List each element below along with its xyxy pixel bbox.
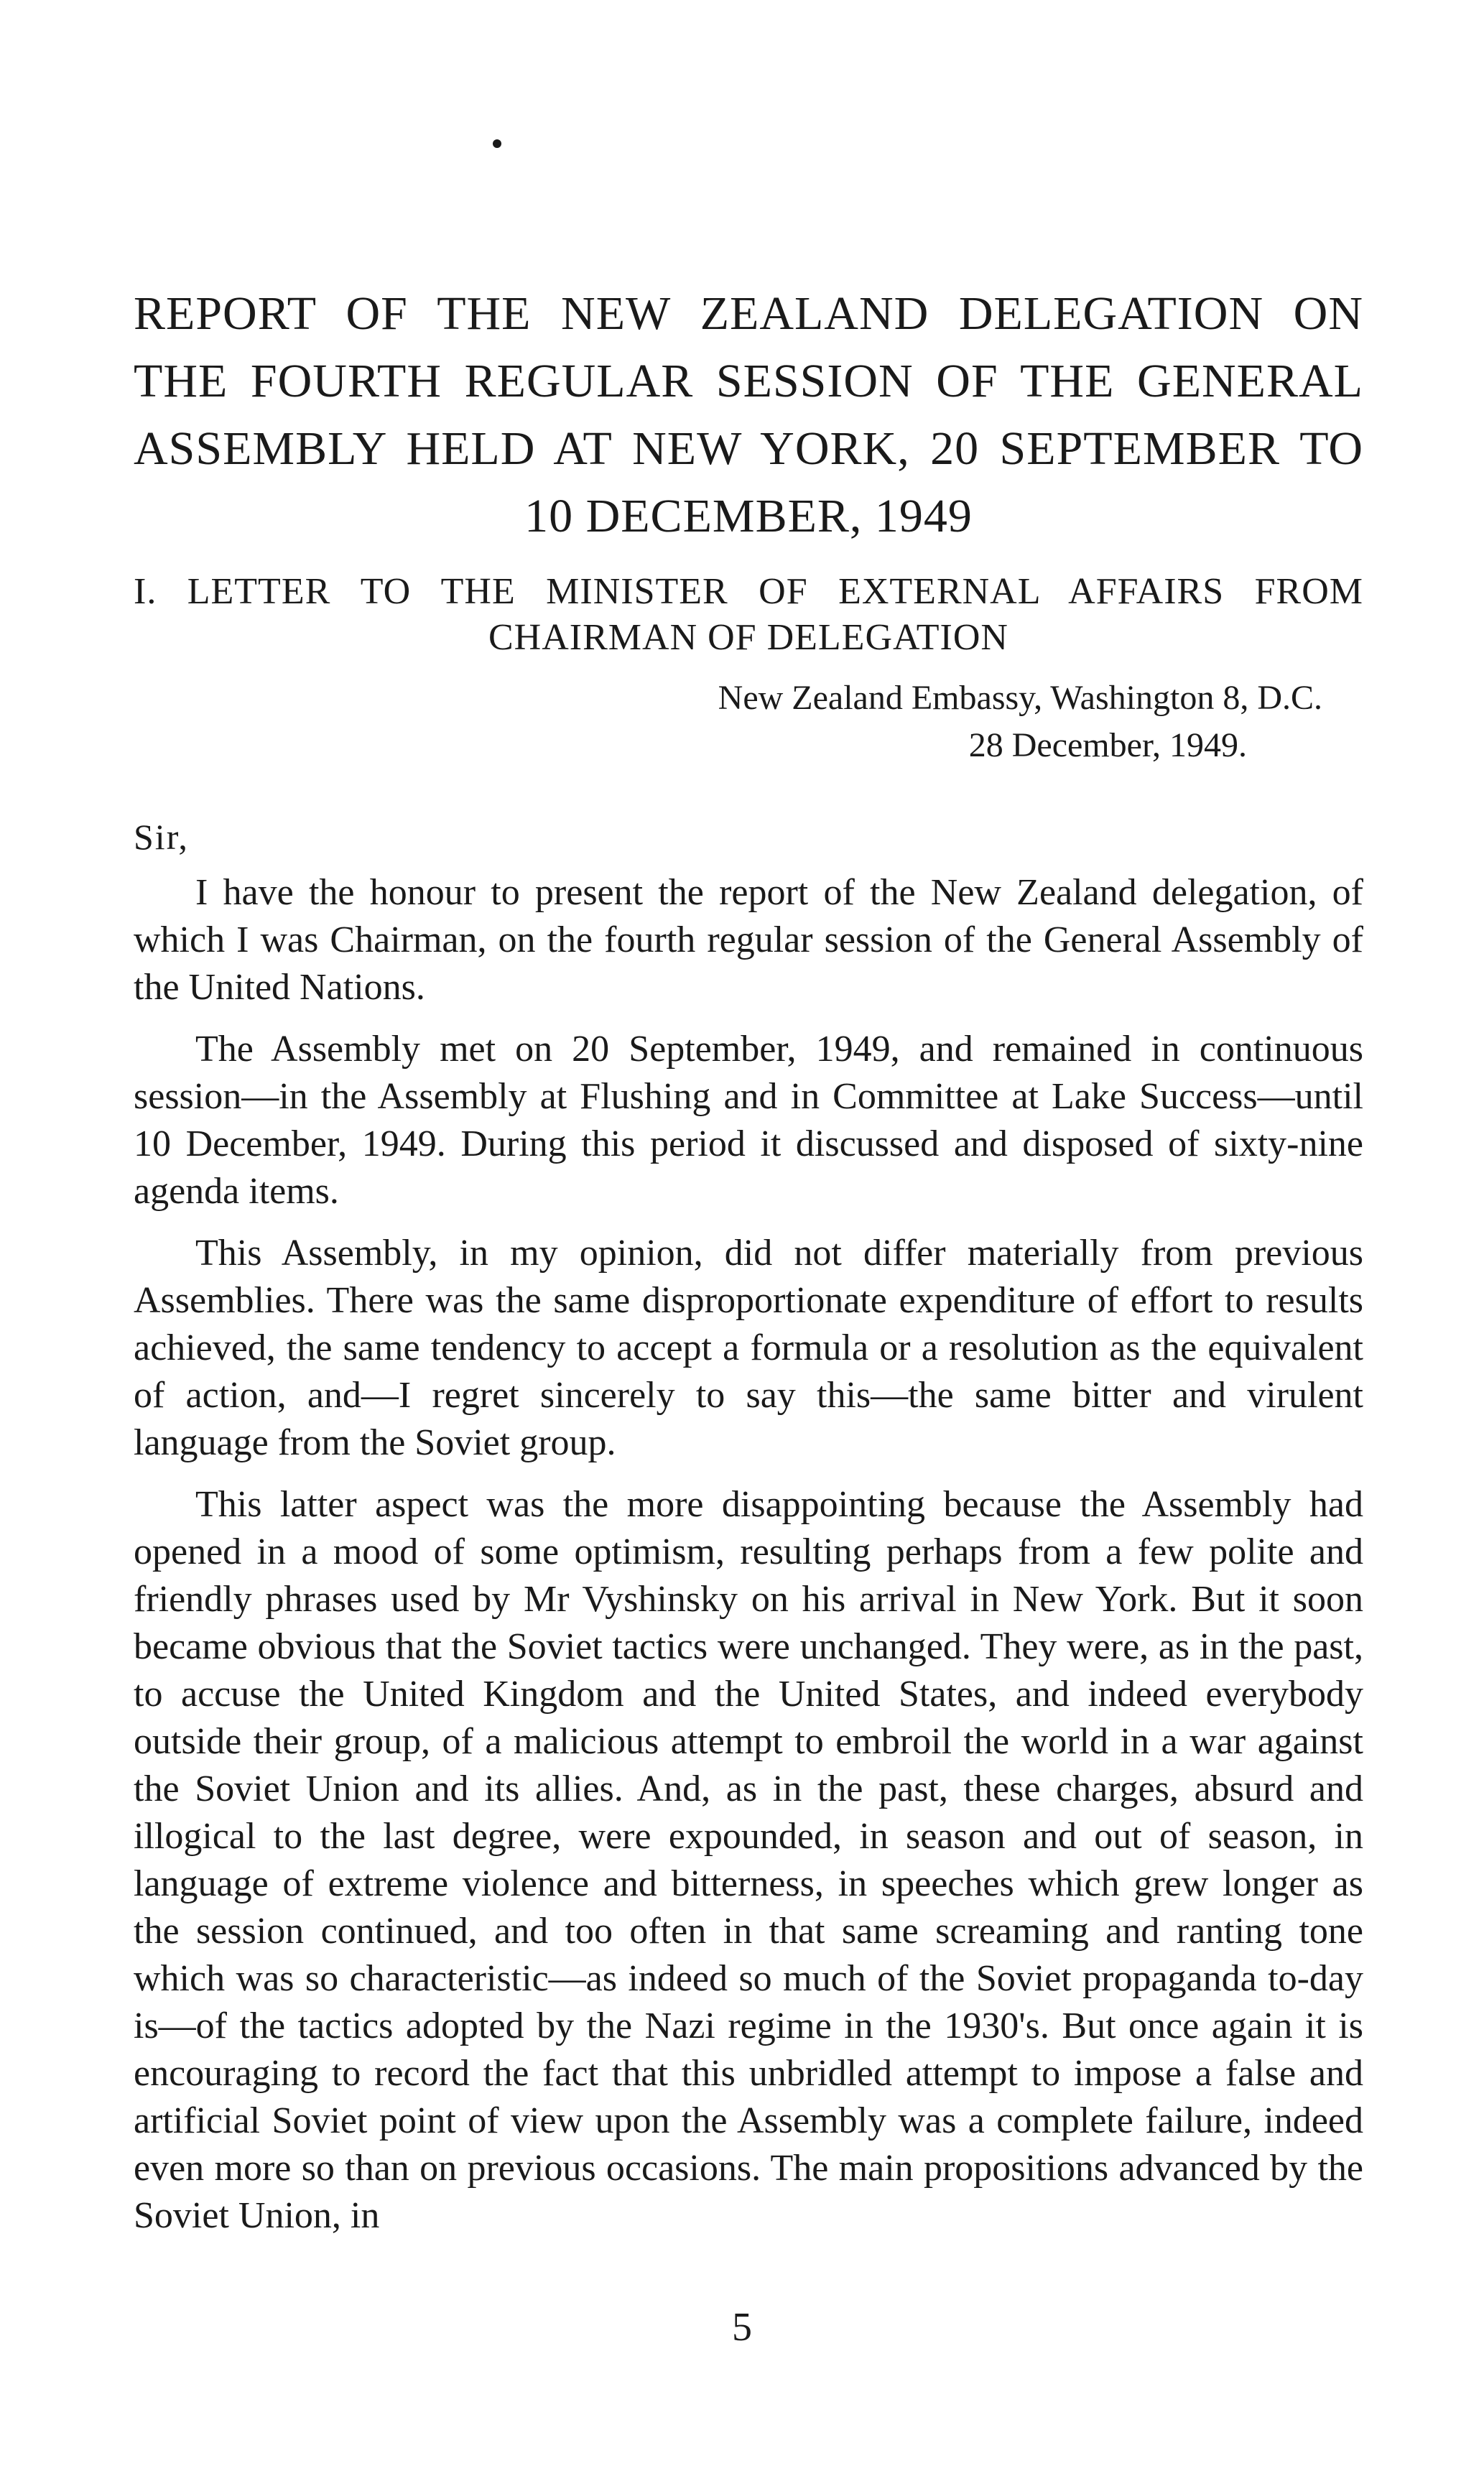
section-heading-line-2: CHAIRMAN OF DELEGATION bbox=[488, 617, 1008, 658]
letter-body bbox=[134, 869, 1363, 2254]
page-number: 5 bbox=[732, 2305, 752, 2350]
letter-paragraph: This latter aspect was the more disappointing because the Assembly had opened in a mood of some optimism, resulting perhaps from a few polite and friendly phrases used by Mr Vyshinsky on his arrival in New York. But it soon became obvious that the Soviet tactics were unchanged. They were, as in the past, to accuse the United Kingdom and the United States, and indeed everybody outside their group, of a malicious attempt to embroil the world in a war against the Soviet Union and its allies. And, as in the past, these charges, absurd and illogical to the last degree, were expounded, in season and out of season, in language of extreme violence and bitterness, in speeches which grew longer as the session continued, and too often in that same screaming and ranting tone which was so characteristic—as indeed so much of the Soviet propaganda to-day is—of the tactics adopted by the Nazi regime in the 1930's. But once again it is encouraging to record the fact that this unbridled attempt to impose a false and artificial Soviet point of view upon the Assembly was a complete failure, indeed even more so than on previous occasions. The main propositions advanced by the Soviet Union, in bbox=[134, 1484, 1363, 2236]
section-heading-line-1: I. LETTER TO THE MINISTER OF EXTERNAL AFFAIRS FROM bbox=[134, 571, 1363, 612]
letter-address: New Zealand Embassy, Washington 8, D.C. bbox=[718, 679, 1322, 717]
letter-paragraph: I have the honour to present the report of the New Zealand delegation, of which I was Chairman, on the fourth regular session of the General Assembly of the United Nations. bbox=[134, 872, 1363, 1008]
report-title-line-1: REPORT OF THE NEW ZEALAND DELEGATION ON bbox=[134, 287, 1363, 340]
ink-dot-mark bbox=[493, 139, 501, 148]
section-heading bbox=[134, 569, 1363, 661]
report-title-line-4: 10 DECEMBER, 1949 bbox=[524, 490, 973, 542]
report-title bbox=[134, 280, 1363, 550]
report-title-line-2: THE FOURTH REGULAR SESSION OF THE GENERAL bbox=[134, 355, 1363, 407]
letter-paragraph: The Assembly met on 20 September, 1949, and remained in continuous session—in the Assembly at Flushing and in Committee at Lake Success—until 10 December, 1949. During this period it discussed and disposed of sixty-nine agenda items. bbox=[134, 1029, 1363, 1212]
report-title-line-3: ASSEMBLY HELD AT NEW YORK, 20 SEPTEMBER TO bbox=[134, 422, 1363, 475]
letter-paragraph: This Assembly, in my opinion, did not differ materially from previous Assemblies. There was the same disproportionate expenditure of effort to results achieved, the same tendency to accept a formula or a resolution as the equivalent of action, and—I regret sincerely to say this—the same bitter and virulent language from the Soviet group. bbox=[134, 1233, 1363, 1463]
letter-salutation: Sir, bbox=[134, 817, 189, 857]
letter-date: 28 December, 1949. bbox=[968, 726, 1247, 764]
